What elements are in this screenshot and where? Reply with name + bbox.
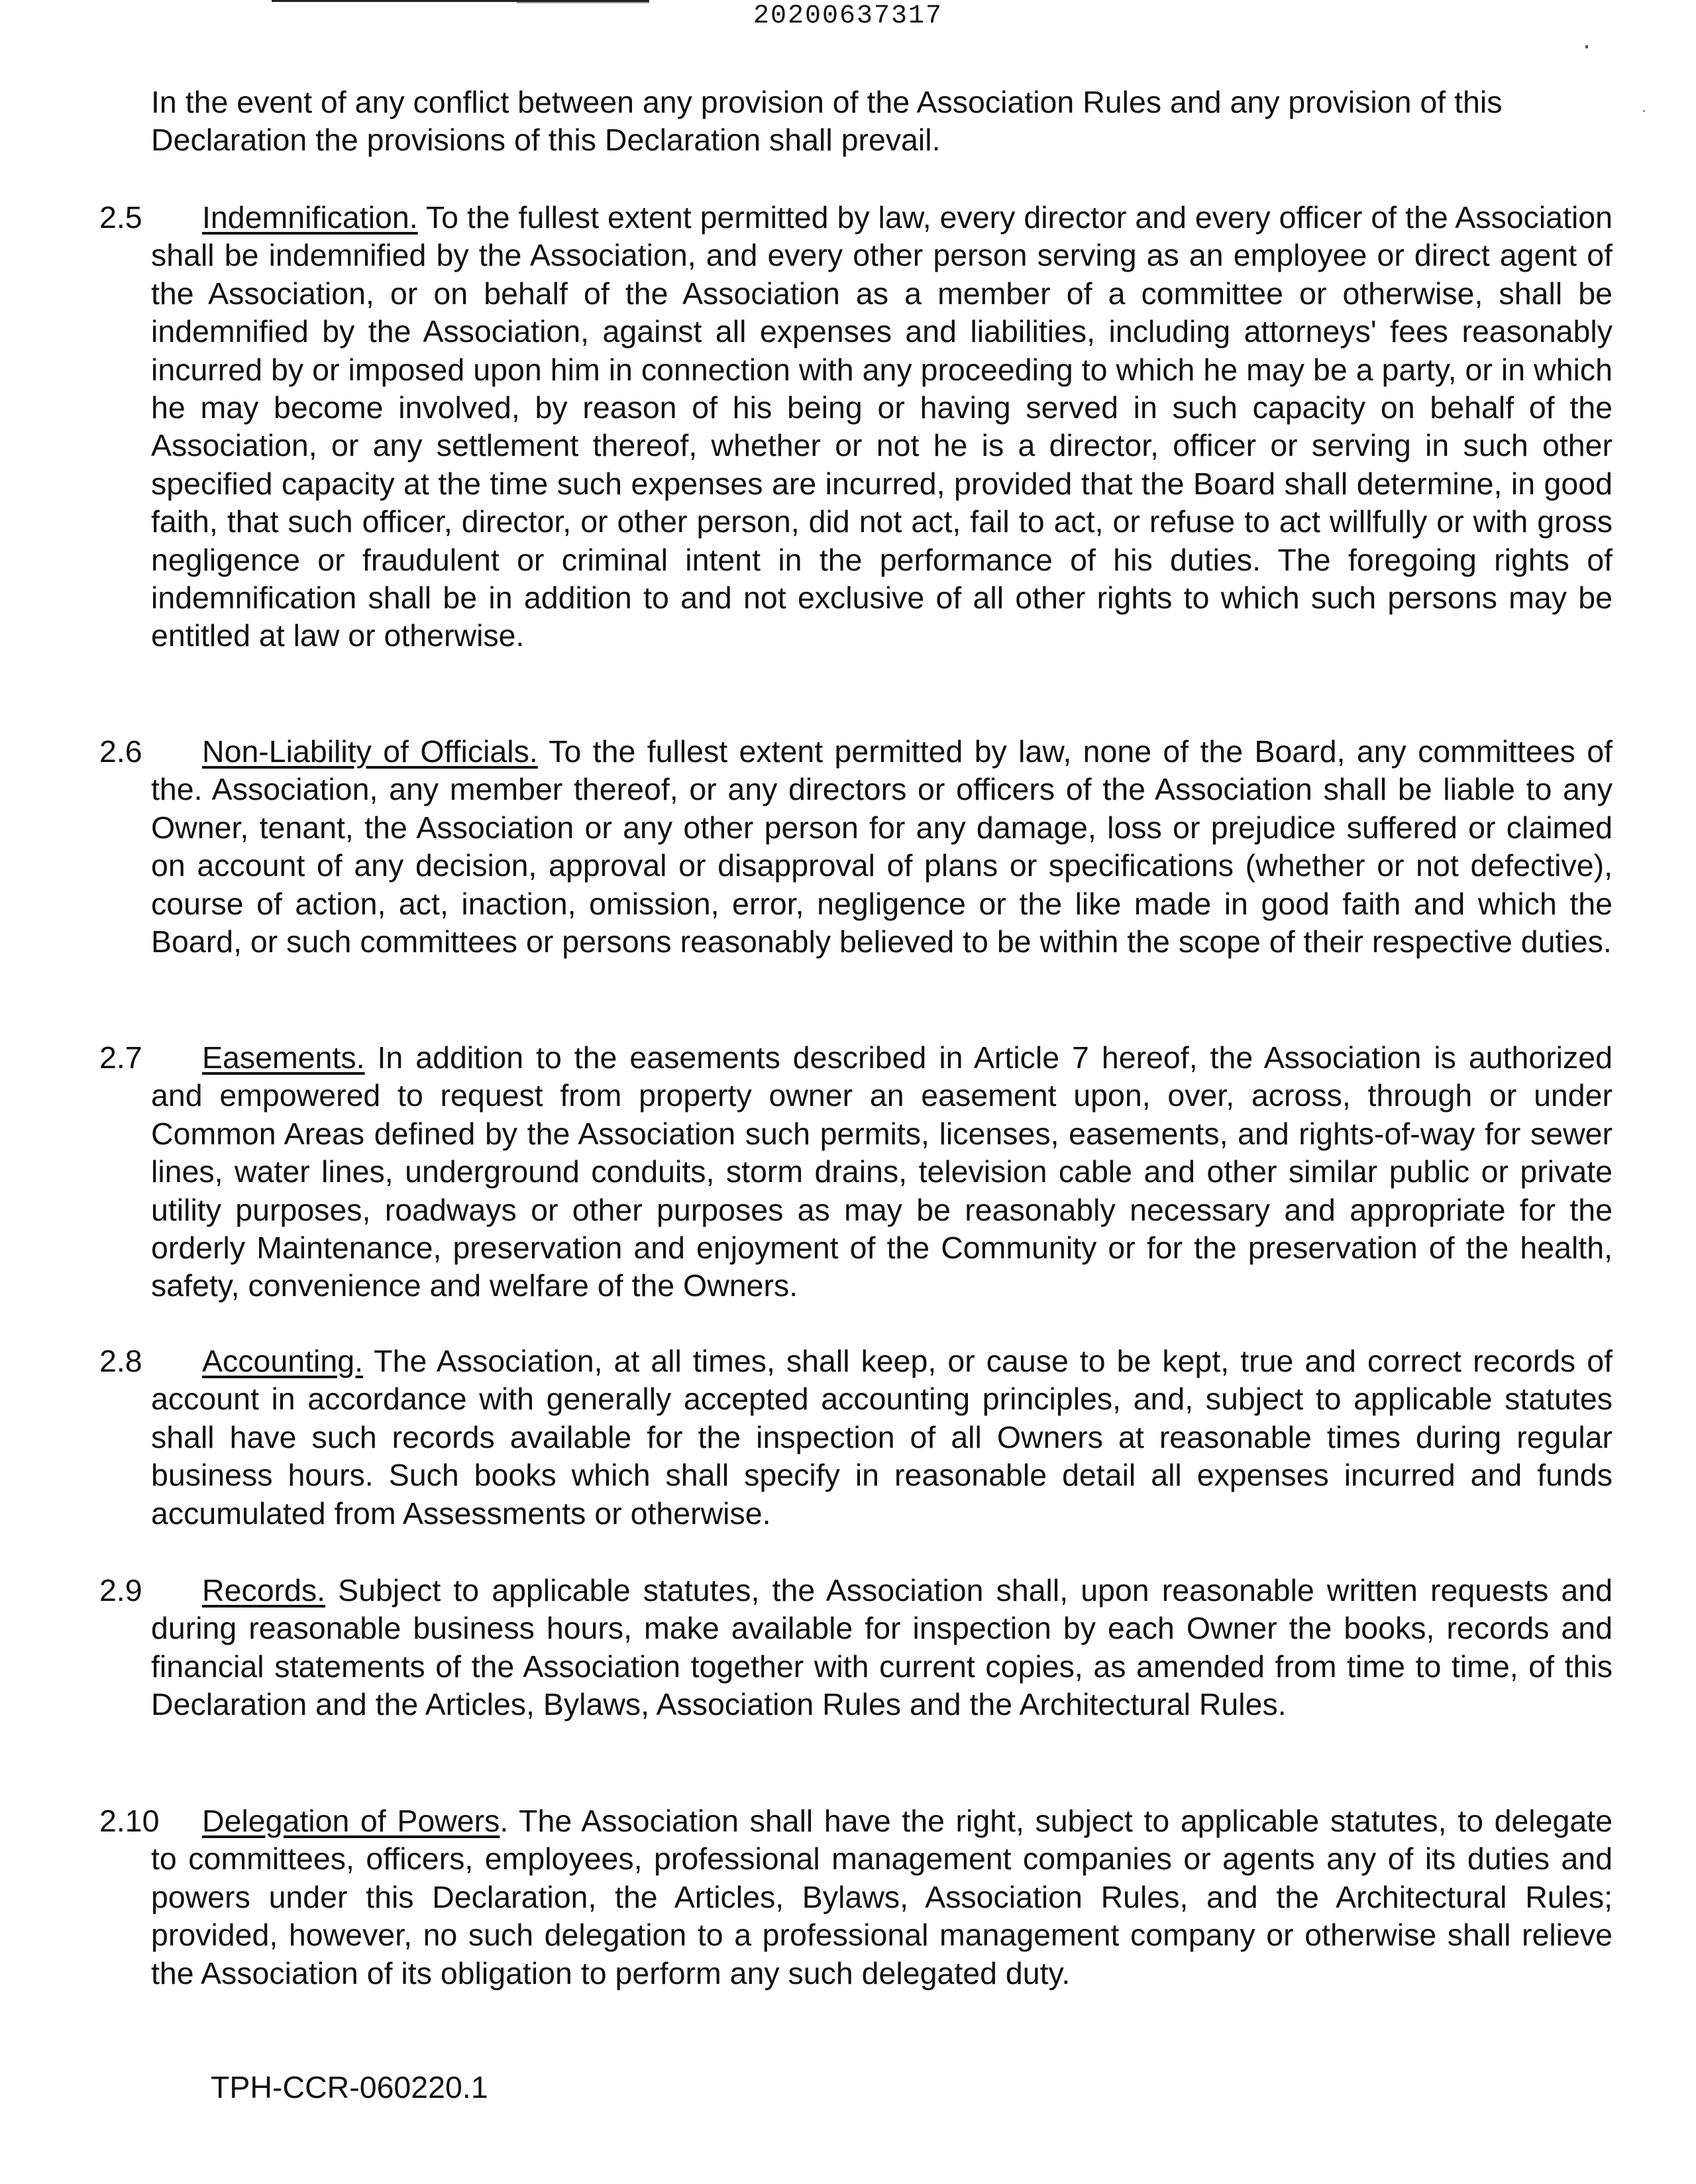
section-2-9 (99, 1572, 1613, 1724)
section-body (99, 733, 1613, 961)
section-2-8 (99, 1342, 1613, 1533)
document-number: 20200637317 (753, 1, 943, 31)
scan-speck (1643, 110, 1645, 112)
section-number: 2.6 (99, 734, 142, 769)
section-text: Subject to applicable statutes, the Association shall, upon reasonable written requests and during reasonable business hours, make available for inspection by each Owner the books, records and financial statements of the Association together with current copies, as amended from time to time, of this Declaration and the Articles, Bylaws, Association Rules and the Architectural Rules. (151, 1573, 1613, 1722)
section-text: . The Association shall have the right, subject to applicable statutes, to delegate to committees, officers, employees, professional management companies or agents any of its duties and powers under this Declaration, the Articles, Bylaws, Association Rules, and the Architectural Rules; provided, however, no such delegation to a professional management company or otherwise shall relieve the Association of its obligation to perform any such delegated duty. (151, 1804, 1613, 1991)
section-body (99, 1802, 1613, 1993)
section-number: 2.9 (99, 1573, 142, 1608)
section-heading: Easements. (202, 1040, 365, 1075)
section-body (99, 199, 1613, 655)
intro-paragraph: In the event of any conflict between any provision of the Association Rules and any provision of this Declaration the provisions of this Declaration shall prevail. (151, 85, 1503, 157)
section-2-5 (99, 199, 1613, 655)
section-heading: Records. (202, 1573, 326, 1608)
section-number: 2.5 (99, 200, 142, 235)
section-number: 2.8 (99, 1344, 142, 1378)
section-heading: Indemnification. (202, 200, 418, 235)
section-heading: Non-Liability of Officials. (202, 734, 538, 769)
section-text: In addition to the easements described in Article 7 hereof, the Association is authorized and empowered to request from property owner an easement upon, over, across, through or under Common Areas defined by the Association such permits, licenses, easements, and rights-of-way for sewer lines, water lines, underground conduits, storm drains, television cable and other similar public or private utility purposes, roadways or other purposes as may be reasonably necessary and appropriate for the orderly Maintenance, preservation and enjoyment of the Community or for the preservation of the health, safety, convenience and welfare of the Owners. (151, 1040, 1613, 1303)
section-body (99, 1039, 1613, 1305)
section-body (99, 1572, 1613, 1724)
section-2-10 (99, 1802, 1613, 1993)
top-rule-faint (517, 2, 649, 3)
section-text: The Association, at all times, shall keep, or cause to be kept, true and correct records of account in accordance with generally accepted accounting principles, and, subject to applicable statutes shall have such records available for the inspection of all Owners at reasonable times during regular business hours. Such books which shall specify in reasonable detail all expenses incurred and funds accumulated from Assessments or otherwise. (151, 1344, 1613, 1531)
scan-speck (1585, 45, 1588, 48)
section-2-7 (99, 1039, 1613, 1305)
section-text: To the fullest extent permitted by law, every director and every officer of the Association shall be indemnified by the Association, and every other person serving as an employee or direct agent of the Association, or on behalf of the Association as a member of a committee or otherwise, shall be indemnified by the Association, against all expenses and liabilities, including attorneys' fees reasonably incurred by or imposed upon him in connection with any proceeding to which he may be a party, or in which he may become involved, by reason of his being or having served in such capacity on behalf of the Association, or any settlement thereof, whether or not he is a director, officer or serving in such other specified capacity at the time such expenses are incurred, provided that the Board shall determine, in good faith, that such officer, director, or other person, did not act, fail to act, or refuse to act willfully or with gross negligence or fraudulent or criminal intent in the performance of his duties. The foregoing rights of indemnification shall be in addition to and not exclusive of all other rights to which such persons may be entitled at law or otherwise. (151, 200, 1613, 653)
section-body (99, 1342, 1613, 1533)
section-number: 2.10 (99, 1804, 160, 1838)
section-number: 2.7 (99, 1040, 142, 1075)
section-2-6 (99, 733, 1613, 961)
section-heading: Accounting. (202, 1344, 363, 1378)
footer-document-code: TPH-CCR-060220.1 (211, 2070, 488, 2104)
section-heading: Delegation of Powers (202, 1804, 500, 1838)
section-text: To the fullest extent permitted by law, none of the Board, any committees of the. Association, any member thereof, or any directors or officers of the Association shall be liable to any Owner, tenant, the Association or any other person for any damage, loss or prejudice suffered or claimed on account of any decision, approval or disapproval of plans or specifications (whether or not defective), course of action, act, inaction, omission, error, negligence or the like made in good faith and which the Board, or such committees or persons reasonably believed to be within the scope of their respective duties. (151, 734, 1613, 959)
